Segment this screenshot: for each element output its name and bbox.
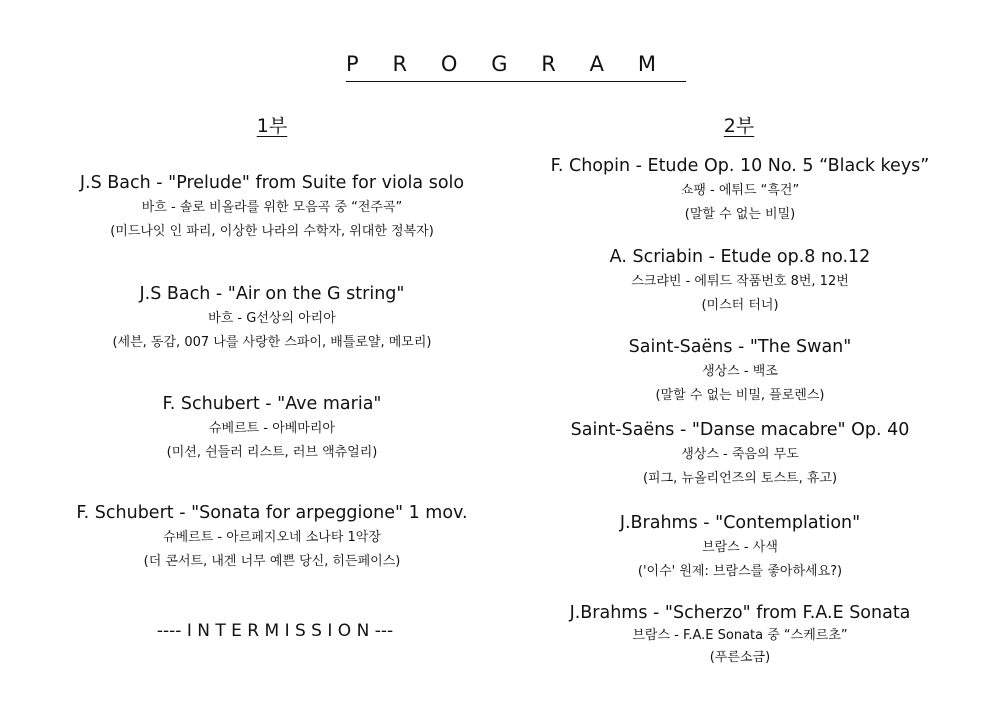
korean-title: 바흐 - 솔로 비올라를 위한 모음곡 중 “전주곡” [141,200,403,215]
film-note: (세븐, 동감, 007 나를 사랑한 스파이, 배틀로얄, 메모리) [112,335,432,350]
film-note: (미스터 터너) [701,298,779,313]
korean-title: 브람스 - 사색 [702,540,778,555]
korean-title: 브람스 - F.A.E Sonata 중 “스케르초” [632,628,848,643]
program-item [32,393,512,462]
film-note: (피그, 뉴올리언즈의 토스트, 휴고) [642,471,838,486]
part1-column [32,0,512,711]
title-letter: A [589,52,605,76]
korean-title: 생상스 - 백조 [702,364,778,379]
piece-title: J.S Bach - "Air on the G string" [139,284,405,304]
part2-column [500,0,980,711]
title-letter: R [392,52,408,76]
intermission-label: ---- I N T E R M I S S I O N --- [156,621,394,641]
part1-heading: 1부 [256,115,288,137]
program-item [500,155,980,224]
program-item [500,246,980,315]
title-letter: O [440,52,458,76]
program-item [32,172,512,241]
film-note: (말할 수 없는 비밀) [684,207,796,222]
title-letter: P [346,52,359,76]
korean-title: 슈베르트 - 아베마리아 [209,421,335,436]
piece-title: J.Brahms - "Contemplation" [619,513,861,533]
piece-title: Saint-Saëns - "The Swan" [628,337,852,357]
program-item [500,602,980,667]
program-item [500,336,980,405]
title-letter: G [491,52,508,76]
film-note: ('이수' 원제: 브람스를 좋아하세요?) [637,564,843,579]
korean-title: 스크랴빈 - 에튀드 작품번호 8번, 12번 [631,274,849,289]
program-item [500,512,980,581]
korean-title: 쇼팽 - 에튀드 “흑건” [680,183,800,198]
korean-title: 생상스 - 죽음의 무도 [681,447,799,462]
film-note: (미드나잇 인 파리, 이상한 나라의 수학자, 위대한 정복자) [110,224,434,239]
part2-heading: 2부 [723,115,755,137]
title-letter: R [541,52,556,76]
film-note: (말할 수 없는 비밀, 플로렌스) [655,388,825,403]
program-item [500,419,980,488]
piece-title: F. Chopin - Etude Op. 10 No. 5 “Black keys” [550,156,930,176]
piece-title: F. Schubert - "Sonata for arpeggione" 1 mov. [76,503,468,523]
piece-title: J.Brahms - "Scherzo" from F.A.E Sonata [569,603,911,623]
korean-title: 슈베르트 - 아르페지오네 소나타 1악장 [163,530,381,545]
program-item [32,502,512,571]
program-item [32,283,512,352]
film-note: (더 콘서트, 내겐 너무 예쁜 당신, 히든페이스) [143,554,401,569]
title-letter: M [637,52,656,76]
piece-title: F. Schubert - "Ave maria" [162,394,382,414]
piece-title: A. Scriabin - Etude op.8 no.12 [609,247,871,267]
film-note: (미션, 쉰들러 리스트, 러브 액츄얼리) [166,445,378,460]
piece-title: J.S Bach - "Prelude" from Suite for viola solo [79,173,465,193]
korean-title: 바흐 - G선상의 아리아 [208,311,336,326]
film-note: (푸른소금) [709,650,771,665]
piece-title: Saint-Saëns - "Danse macabre" Op. 40 [570,420,910,440]
